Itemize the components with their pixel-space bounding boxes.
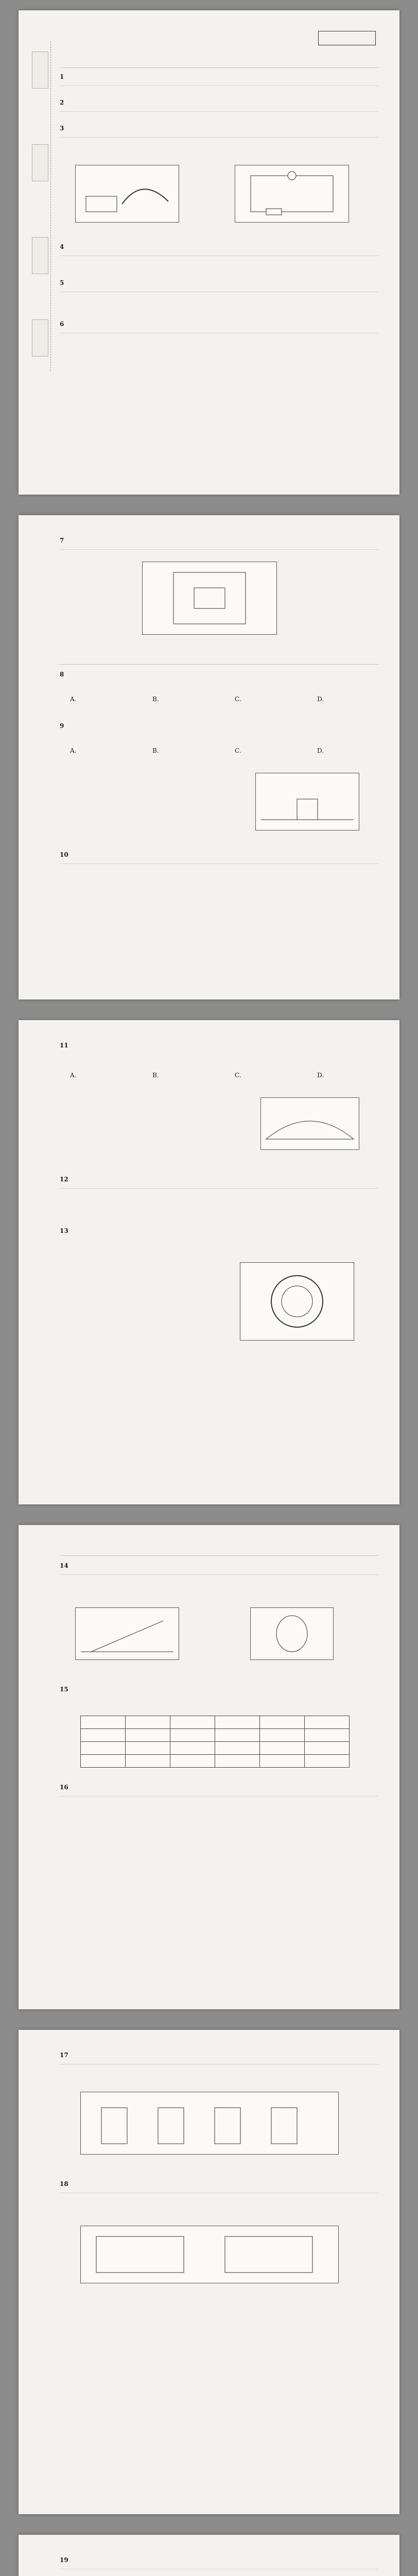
- table-cell: [260, 1742, 305, 1755]
- exam-page-3: [19, 1020, 399, 1504]
- question-number: 17: [60, 2052, 68, 2059]
- option-c: C.: [235, 1072, 241, 1079]
- score-box: [318, 31, 376, 45]
- exam-page-4: [19, 1525, 399, 2009]
- question-number: 7: [60, 537, 64, 544]
- question-number: 6: [60, 320, 64, 328]
- table-cell: [126, 1755, 170, 1768]
- question-number: 16: [60, 1784, 68, 1791]
- question-number: 12: [60, 1176, 68, 1183]
- figure-7: [75, 1607, 179, 1660]
- exam-page-5: [19, 2030, 399, 2514]
- binding-slot: [32, 237, 48, 274]
- section-heading: [60, 1546, 379, 1556]
- question-number: 18: [60, 2180, 68, 2188]
- figure-drawing: [81, 2092, 338, 2154]
- question-16: [60, 1783, 379, 1803]
- option-d: D.: [317, 696, 324, 703]
- binding-margin: [30, 41, 51, 371]
- section-heading: [60, 654, 379, 665]
- table-cell: [305, 1755, 350, 1768]
- binding-slot: [32, 144, 48, 181]
- question-14: [60, 1561, 379, 1582]
- table-cell: [260, 1729, 305, 1742]
- exam-page-6: [19, 2535, 399, 2576]
- question-18: [60, 2179, 379, 2200]
- question-2: [60, 98, 379, 118]
- question-19: [60, 2555, 379, 2576]
- question-number: 13: [60, 1227, 68, 1234]
- table-cell: [260, 1755, 305, 1768]
- table-header-cell: [126, 1716, 170, 1729]
- figure-6: [240, 1262, 354, 1341]
- table-header-cell: [170, 1716, 215, 1729]
- table-row: [81, 1755, 350, 1768]
- options-row: [70, 1072, 379, 1079]
- question-number: 19: [60, 2556, 68, 2564]
- table-header-row: [81, 1716, 350, 1729]
- question-number: 3: [60, 125, 64, 132]
- table-header-cell: [215, 1716, 260, 1729]
- data-table: [80, 1716, 350, 1768]
- option-a: A.: [70, 696, 77, 703]
- question-9: [60, 721, 379, 742]
- question-12: [60, 1175, 379, 1195]
- exam-page-1: [19, 10, 399, 495]
- question-7: [60, 536, 379, 556]
- option-b: B.: [152, 696, 159, 703]
- table-header-cell: [81, 1716, 126, 1729]
- option-c: C.: [235, 747, 241, 754]
- question-number: 4: [60, 243, 64, 250]
- figure-8: [250, 1607, 334, 1660]
- table-cell: [170, 1729, 215, 1742]
- question-number: 1: [60, 73, 64, 80]
- option-d: D.: [317, 1072, 324, 1079]
- table-row: [81, 1742, 350, 1755]
- figure-drawing: [76, 165, 179, 222]
- question-number: 15: [60, 1686, 68, 1693]
- options-row: [70, 747, 379, 754]
- table-cell: [215, 1729, 260, 1742]
- figure-drawing: [256, 773, 359, 830]
- option-b: B.: [152, 1072, 159, 1079]
- figure-5: [260, 1097, 359, 1150]
- binding-slot: [32, 52, 48, 89]
- question-8: [60, 670, 379, 690]
- table-cell: [215, 1742, 260, 1755]
- table-cell: [126, 1742, 170, 1755]
- figure-drawing: [251, 1608, 333, 1659]
- option-c: C.: [235, 696, 241, 703]
- table-cell: [215, 1755, 260, 1768]
- figure-9: [80, 2092, 339, 2155]
- question-number: 14: [60, 1562, 68, 1569]
- figure-drawing: [240, 1263, 354, 1340]
- figure-2: [235, 165, 349, 223]
- question-15: [60, 1685, 379, 1705]
- question-1: [60, 72, 379, 93]
- figure-drawing: [143, 562, 276, 634]
- table-cell: [170, 1755, 215, 1768]
- question-11: [60, 1041, 379, 1061]
- figure-drawing: [76, 1608, 179, 1659]
- section-heading: [60, 58, 379, 68]
- question-10: [60, 850, 379, 871]
- question-number: 8: [60, 671, 64, 678]
- table-cell: [81, 1729, 126, 1742]
- question-number: 2: [60, 99, 64, 106]
- question-5: [60, 278, 379, 299]
- figure-drawing: [261, 1098, 359, 1149]
- table-cell: [305, 1742, 350, 1755]
- table-cell: [81, 1742, 126, 1755]
- circuit-diagram: [81, 2226, 338, 2283]
- option-a: A.: [70, 747, 77, 754]
- table-cell: [81, 1755, 126, 1768]
- question-3: [60, 124, 379, 144]
- circuit-diagram: [235, 165, 349, 222]
- figure-4: [255, 773, 359, 831]
- question-number: 11: [60, 1042, 68, 1049]
- option-d: D.: [317, 747, 324, 754]
- question-number: 5: [60, 279, 64, 286]
- question-4: [60, 242, 379, 263]
- options-row: [70, 696, 379, 703]
- question-17: [60, 2050, 379, 2071]
- table-header-cell: [260, 1716, 305, 1729]
- exam-page-2: [19, 515, 399, 999]
- question-6: [60, 319, 379, 340]
- question-13: [60, 1226, 379, 1247]
- question-number: 9: [60, 722, 64, 730]
- table-cell: [126, 1729, 170, 1742]
- option-a: A.: [70, 1072, 77, 1079]
- table-cell: [170, 1742, 215, 1755]
- figure-3: [142, 562, 277, 635]
- table-header-cell: [305, 1716, 350, 1729]
- table-row: [81, 1729, 350, 1742]
- figure-10: [80, 2226, 339, 2283]
- table-cell: [305, 1729, 350, 1742]
- figure-1: [75, 165, 179, 223]
- binding-slot: [32, 319, 48, 357]
- question-number: 10: [60, 851, 68, 858]
- option-b: B.: [152, 747, 159, 754]
